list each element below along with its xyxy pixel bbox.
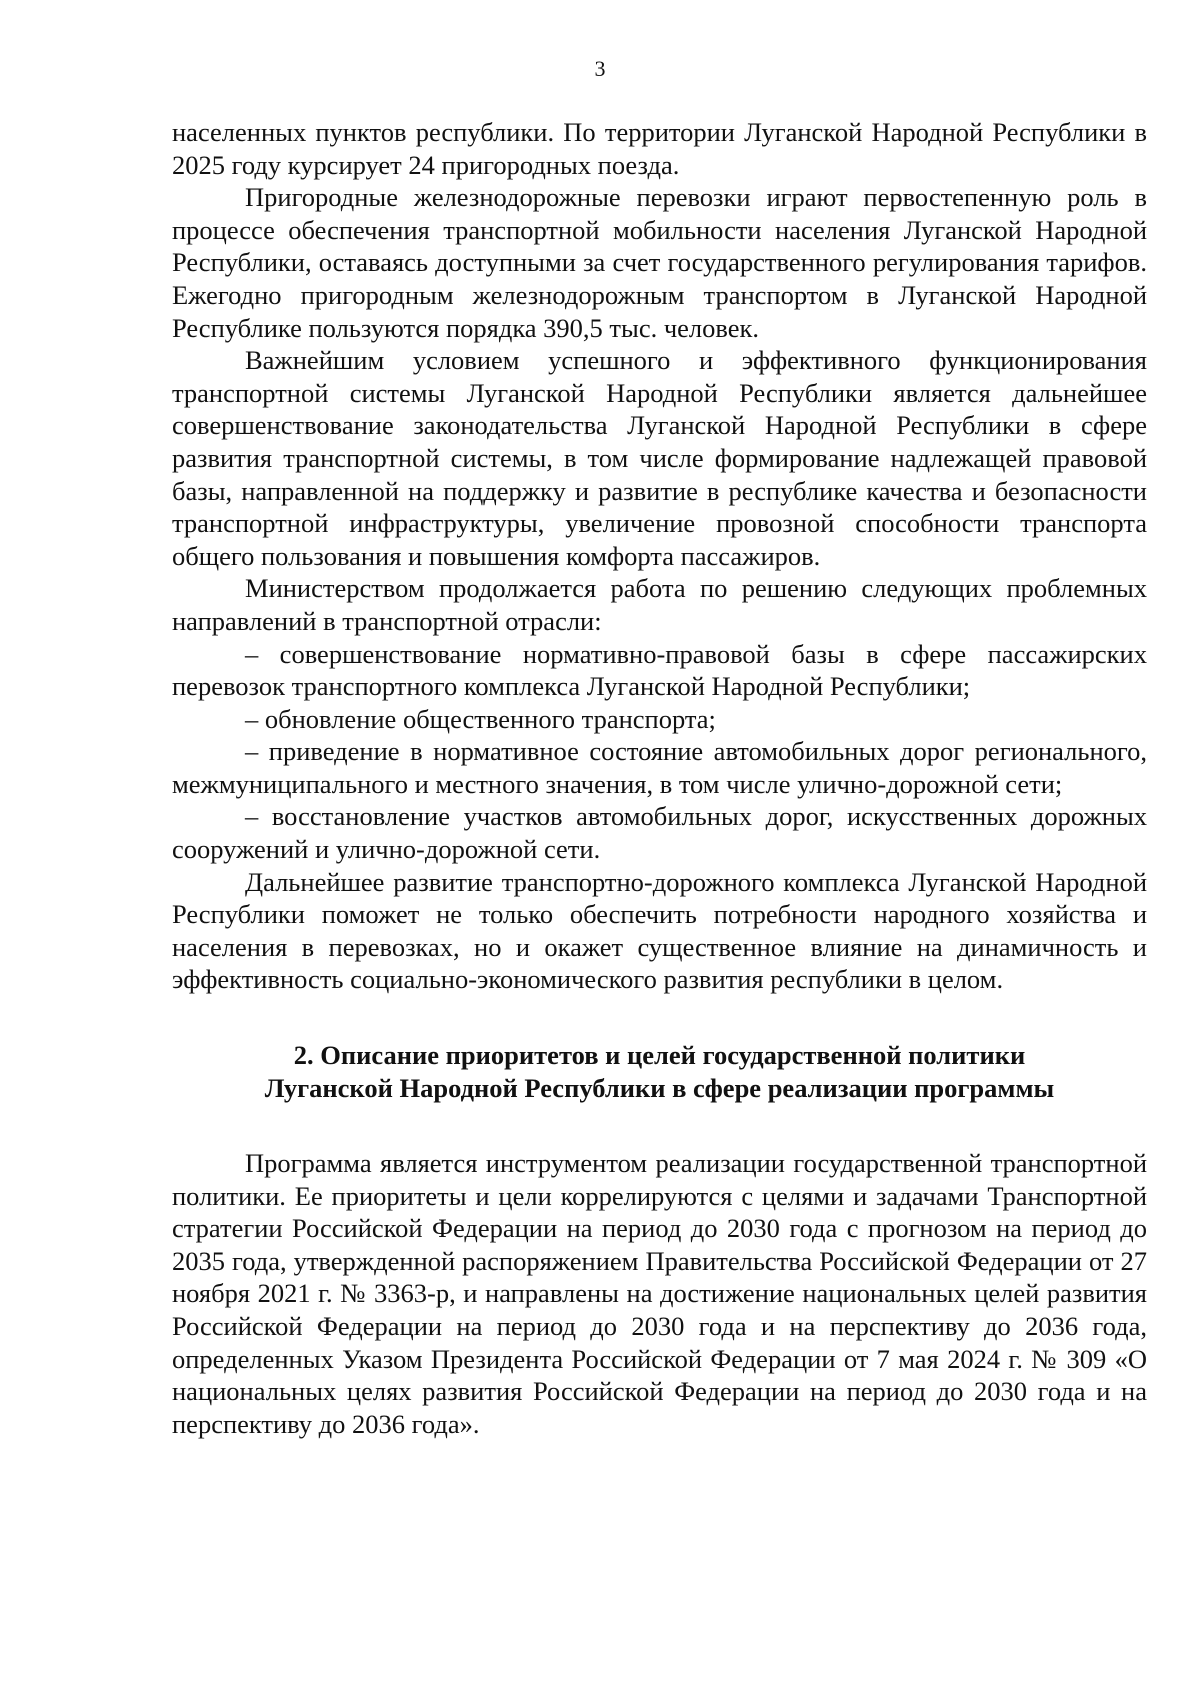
list-item-3: – приведение в нормативное состояние автомобильных дорог регионального, межмуниципального и местного значения, в том числе улично-дорожной сети; — [172, 736, 1147, 799]
list-item-1: – совершенствование нормативно-правовой базы в сфере пассажирских перевозок транспортного комплекса Луганской Народной Республики; — [172, 638, 1147, 702]
paragraph-6: Программа является инструментом реализации государственной транспортной политики. Ее приоритеты и цели коррелируются с целями и задачами Транспортной стратегии Российской Федерации на период до 2030 года с прогнозом на период до 2035 года, утвержденной распоряжением Правительства Российской Федерации от 27 ноября 2021 г. № 3363-р, и направлены на достижение национальных целей развития Российской Федерации на период до 2030 года и на перспективу до 2036 года, определенных Указом Президента Российской Федерации от 7 мая 2024 г. № 309 «О национальных целях развития Российской Федерации на период до 2030 года и на перспективу до 2036 года». — [172, 1148, 1147, 1439]
section-heading-line-2: Луганской Народной Республики в сфере реализации программы — [264, 1073, 1055, 1104]
paragraph-4: Министерством продолжается работа по решению следующих проблемных направлений в транспортной отрасли: — [172, 573, 1147, 636]
list-item-4: – восстановление участков автомобильных дорог, искусственных дорожных сооружений и улично-дорожной сети. — [172, 801, 1147, 865]
paragraph-3: Важнейшим условием успешного и эффективного функционирования транспортной системы Луганской Народной Республики является дальнейшее совершенствование законодательства Луганской Народной Республики в сфере развития транспортной системы, в том числе формирование надлежащей правовой базы, направленной на поддержку и развитие в республике качества и безопасности транспортной инфраструктуры, увеличение провозной способности транспорта общего пользования и повышения комфорта пассажиров. — [172, 345, 1147, 571]
list-item-2: – обновление общественного транспорта; — [245, 703, 716, 734]
paragraph-1: населенных пунктов республики. По территории Луганской Народной Республики в 2025 году курсирует 24 пригородных поезда. — [172, 117, 1147, 180]
page-number: 3 — [594, 56, 606, 81]
paragraph-5: Дальнейшее развитие транспортно-дорожного комплекса Луганской Народной Республики поможет не только обеспечить потребности народного хозяйства и населения в перевозках, но и окажет существенное влияние на динамичность и эффективность социально-экономического развития республики в целом. — [172, 866, 1147, 995]
section-heading-line-1: 2. Описание приоритетов и целей государственной политики — [293, 1040, 1026, 1071]
paragraph-2: Пригородные железнодорожные перевозки играют первостепенную роль в процессе обеспечения транспортной мобильности населения Луганской Народной Республики, оставаясь доступными за счет государственного регулирования тарифов. Ежегодно пригородным железнодорожным транспортом в Луганской Народной Республике пользуются порядка 390,5 тыс. человек. — [172, 182, 1147, 343]
section-heading — [172, 1039, 1147, 1105]
document-body — [172, 116, 1147, 1440]
